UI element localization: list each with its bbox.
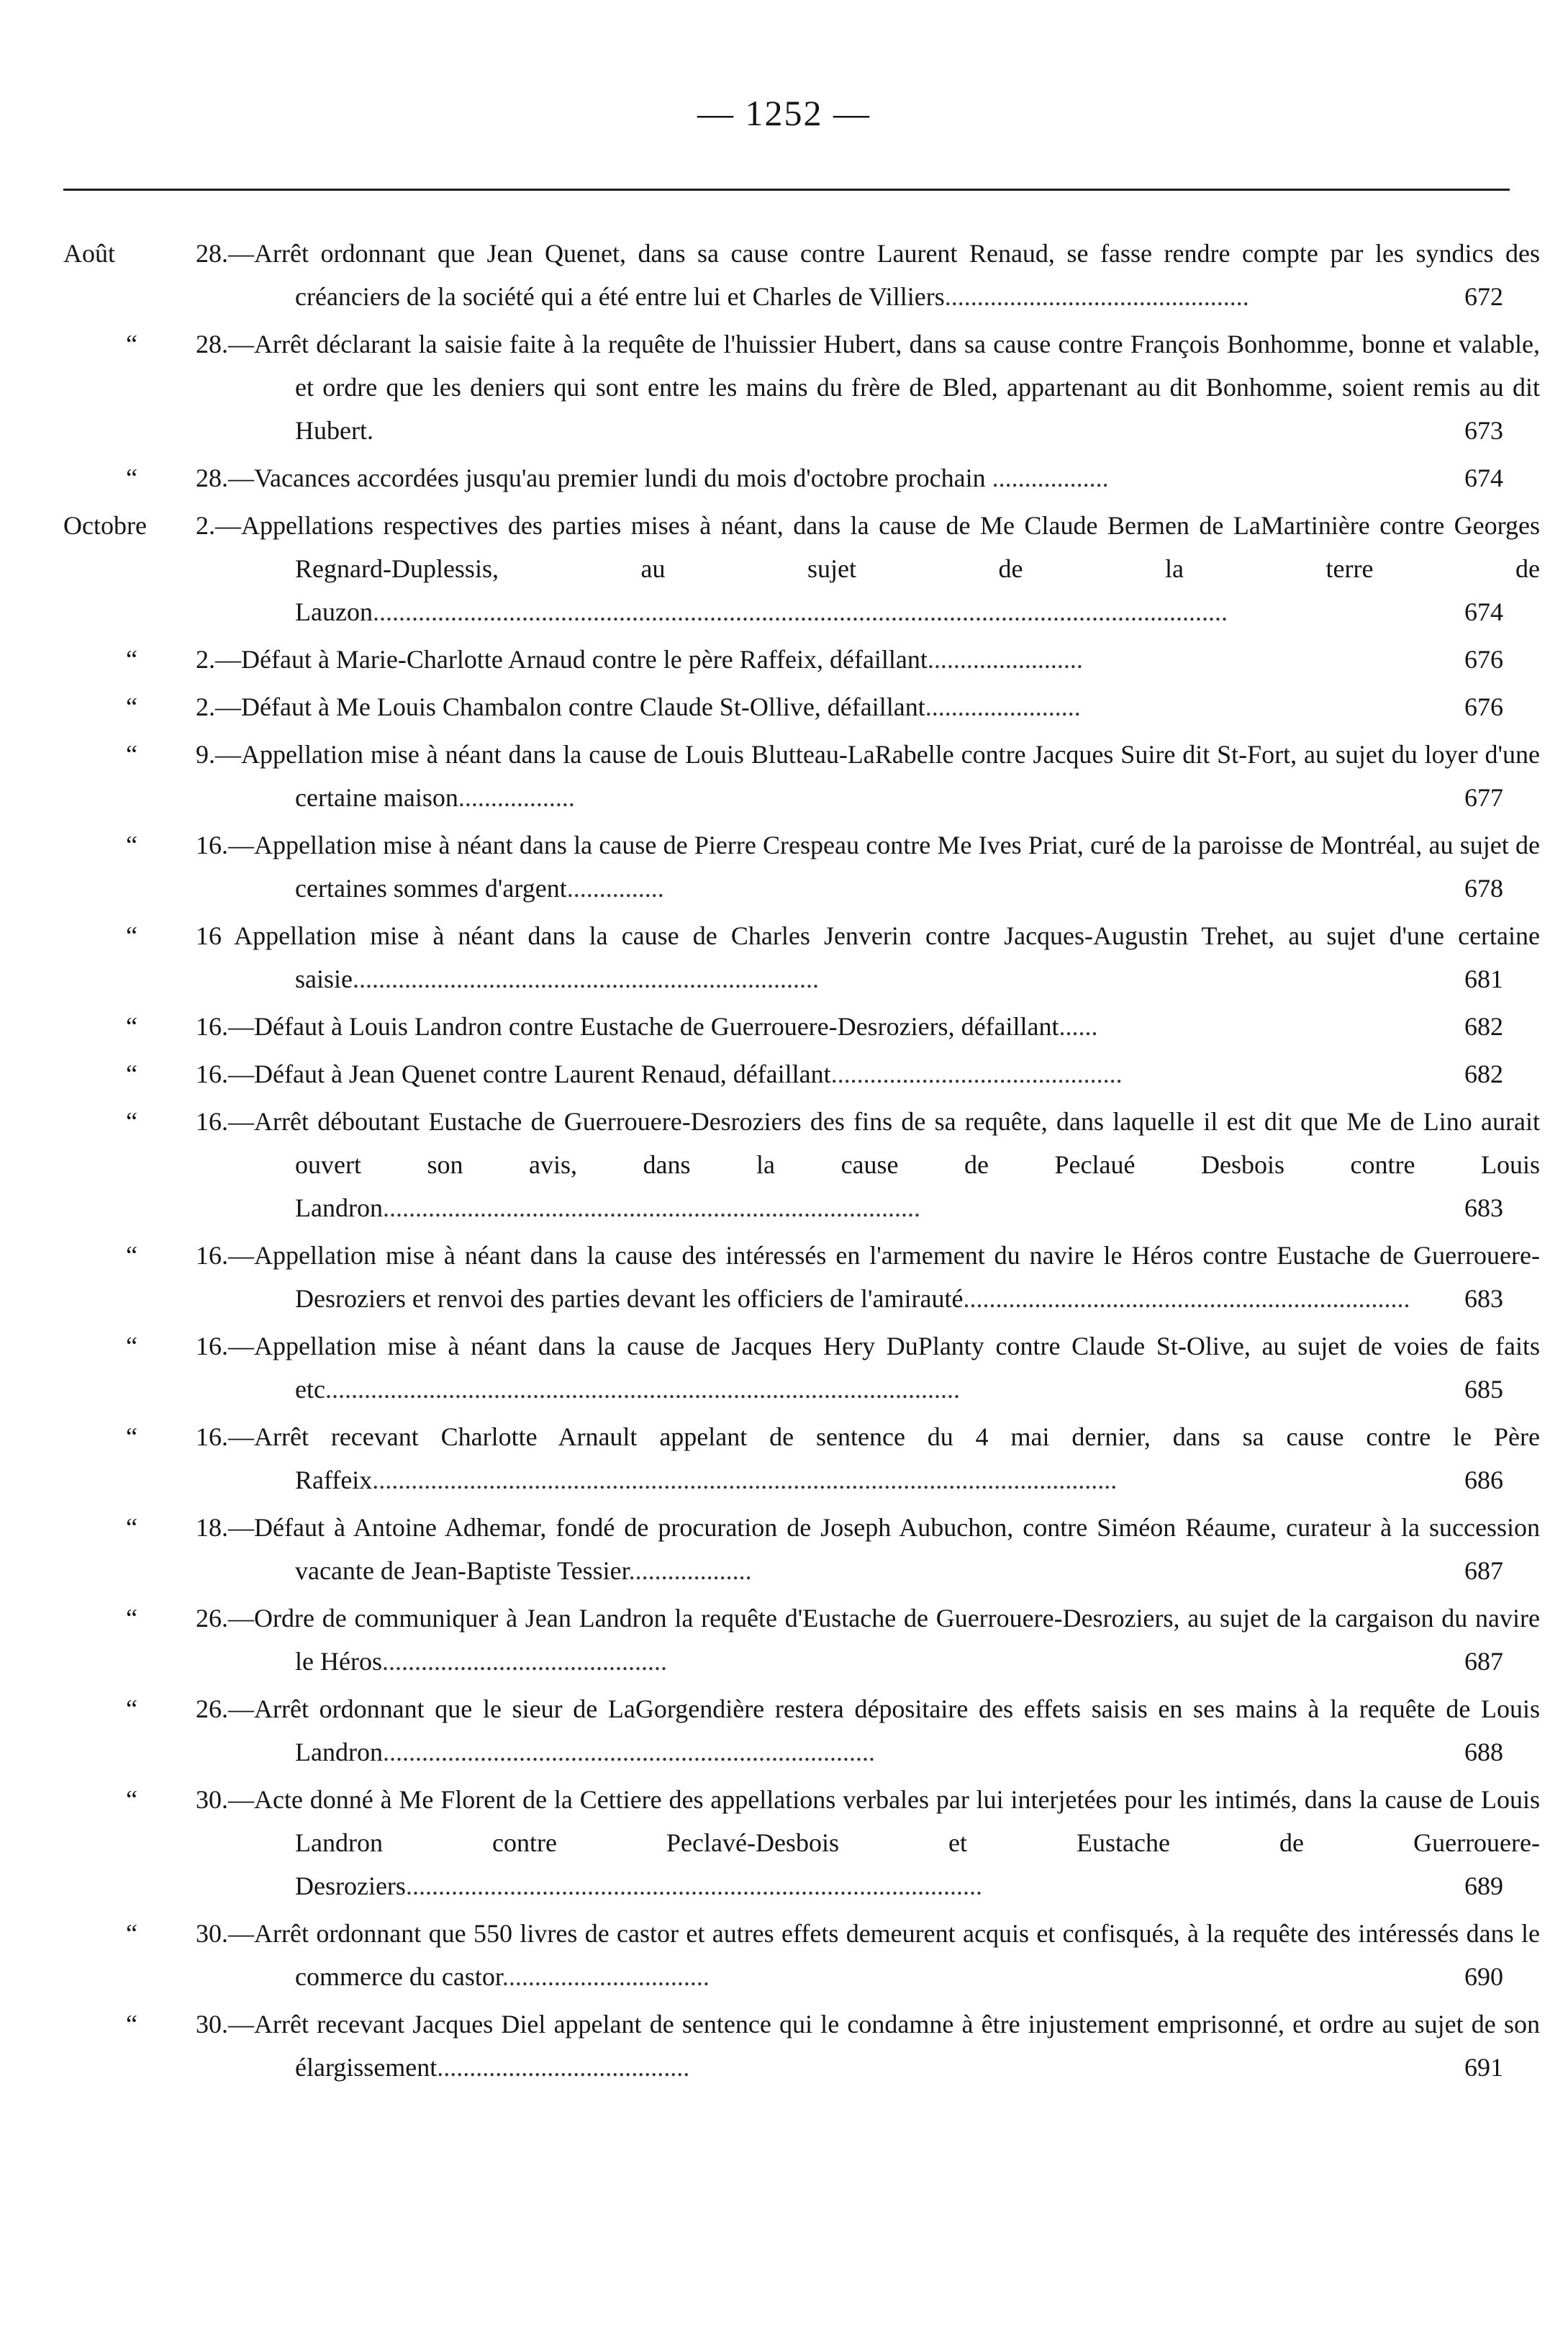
entry-ditto-mark: “: [126, 1919, 137, 1948]
entry-page: 677: [1464, 783, 1503, 812]
entry-page: 689: [1464, 1872, 1503, 1900]
entry-text: 16.—Appellation mise à néant dans la cause de Pierre Crespeau contre Me Ives Priat, curé de la paroisse de Montréal, au sujet de certaines sommes d'argent: [196, 831, 1540, 903]
entry-text: 16.—Appellation mise à néant dans la cause de Jacques Hery DuPlanty contre Claude St-Olive, au sujet de voies de faits etc: [196, 1332, 1540, 1404]
dot-leader: ........................................................................: [352, 965, 819, 993]
entry-text: 2.—Défaut à Me Louis Chambalon contre Claude St-Ollive, défaillant: [196, 692, 925, 721]
dot-leader: .......................................: [437, 2053, 690, 2082]
entry-page: 686: [1464, 1466, 1503, 1494]
dot-leader: .....................................................................: [963, 1284, 1410, 1313]
index-entry: [0, 456, 1568, 500]
entry-ditto-mark: “: [126, 1107, 137, 1136]
entry-text: 2.—Défaut à Marie-Charlotte Arnaud contre le père Raffeix, défaillant: [196, 645, 928, 674]
entry-ditto-mark: “: [126, 1332, 137, 1360]
entry-ditto-mark: “: [126, 1422, 137, 1451]
dot-leader: ...............: [566, 874, 664, 903]
entry-month: Octobre: [63, 511, 147, 540]
entry-text: 28.—Arrêt déclarant la saisie faite à la requête de l'huissier Hubert, dans sa cause contre François Bonhomme, bonne et valable, et ordre que les deniers qui sont entre les mains du frère de Bled, appartenant au dit Bonhomme, soient remis au dit Hubert.: [196, 330, 1540, 445]
entry-ditto-mark: “: [126, 1513, 137, 1542]
dot-leader: ...................................................................................: [382, 1193, 920, 1222]
entry-text: 18.—Défaut à Antoine Adhemar, fondé de procuration de Joseph Aubuchon, contre Siméon Réaume, curateur à la succession vacante de Jean-Baptiste Tessier: [196, 1513, 1540, 1585]
entry-page: 682: [1464, 1012, 1503, 1041]
index-entry: [0, 232, 1568, 318]
dot-leader: ...................................................................................................................: [372, 1466, 1118, 1494]
index-entry: [0, 733, 1568, 819]
entry-text: 2.—Appellations respectives des parties mises à néant, dans la cause de Me Claude Bermen de LaMartinière contre Georges Regnard-Duplessis, au sujet de la terre de Lauzon: [196, 511, 1540, 626]
dot-leader: ...............................................: [944, 282, 1249, 311]
index-entry: [0, 1415, 1568, 1502]
entry-page: 672: [1464, 282, 1503, 311]
dot-leader: ..................: [458, 783, 575, 812]
entry-ditto-mark: “: [126, 921, 137, 950]
index-entry: [0, 1506, 1568, 1592]
page-number: — 1252 —: [697, 93, 871, 133]
entry-page: 678: [1464, 874, 1503, 903]
entry-text: 26.—Ordre de communiquer à Jean Landron la requête d'Eustache de Guerrouere-Desroziers, au sujet de la cargaison du navire le Héros: [196, 1604, 1540, 1676]
index-entry: [0, 685, 1568, 728]
index-entry: [0, 1778, 1568, 1908]
entry-page: 674: [1464, 597, 1503, 626]
entry-ditto-mark: “: [126, 1785, 137, 1814]
entry-page: 673: [1464, 416, 1503, 445]
index-entry: [0, 322, 1568, 452]
dot-leader: ..................................................................................................: [325, 1375, 960, 1404]
dot-leader: ............................................................................: [382, 1738, 875, 1766]
entry-page: 676: [1464, 645, 1503, 674]
entry-page: 691: [1464, 2053, 1503, 2082]
entry-text: 16.—Arrêt recevant Charlotte Arnault appelant de sentence du 4 mai dernier, dans sa cause contre le Père Raffeix: [196, 1422, 1540, 1494]
index-entry: [0, 2003, 1568, 2089]
entry-page: 687: [1464, 1556, 1503, 1585]
entry-page: 674: [1464, 464, 1503, 492]
index-entry: [0, 1597, 1568, 1683]
entry-text: 16.—Défaut à Louis Landron contre Eustache de Guerrouere-Desroziers, défaillant: [196, 1012, 1059, 1041]
header-rule: [63, 189, 1510, 191]
index-entry: [0, 1100, 1568, 1229]
entry-page: 688: [1464, 1738, 1503, 1766]
index-entry: [0, 914, 1568, 1001]
dot-leader: ....................................................................................................................................: [372, 597, 1228, 626]
entry-text: 30.—Arrêt ordonnant que 550 livres de castor et autres effets demeurent acquis et confisqués, à la requête des intéressés dans le commerce du castor: [196, 1919, 1540, 1991]
entry-ditto-mark: “: [126, 1694, 137, 1723]
entry-ditto-mark: “: [126, 645, 137, 674]
entry-text: 16.—Arrêt déboutant Eustache de Guerrouere-Desroziers des fins de sa requête, dans laquelle il est dit que Me de Lino aurait ouvert son avis, dans la cause de Peclaué Desbois contre Louis Landron: [196, 1107, 1540, 1222]
entry-page: 690: [1464, 1962, 1503, 1991]
dot-leader: .........................................................................................: [405, 1872, 982, 1900]
index-entry: [0, 638, 1568, 681]
entry-page: 683: [1464, 1284, 1503, 1313]
entry-text: 30.—Arrêt recevant Jacques Diel appelant de sentence qui le condamne à être injustement emprisonné, et ordre au sujet de son élargissement: [196, 2010, 1540, 2082]
entry-ditto-mark: “: [126, 692, 137, 721]
entry-ditto-mark: “: [126, 2010, 137, 2039]
entry-page: 682: [1464, 1060, 1503, 1088]
entry-text: 30.—Acte donné à Me Florent de la Cettiere des appellations verbales par lui interjetées pour les intimés, dans la cause de Louis Landron contre Peclavé-Desbois et Eustache de Guerrouere-Desroziers: [196, 1785, 1540, 1900]
entry-month: Août: [63, 239, 115, 268]
entry-page: 687: [1464, 1647, 1503, 1676]
entry-page: 685: [1464, 1375, 1503, 1404]
entry-ditto-mark: “: [126, 1604, 137, 1633]
entry-ditto-mark: “: [126, 1060, 137, 1088]
dot-leader: ........................: [927, 645, 1083, 674]
index-entry: [0, 823, 1568, 910]
entry-ditto-mark: “: [126, 740, 137, 769]
entry-ditto-mark: “: [126, 1012, 137, 1041]
entry-ditto-mark: “: [126, 464, 137, 492]
index-entry: [0, 1005, 1568, 1048]
entry-text: 16.—Défaut à Jean Quenet contre Laurent Renaud, défaillant: [196, 1060, 831, 1088]
entry-page: 676: [1464, 692, 1503, 721]
entry-page: 681: [1464, 965, 1503, 993]
entry-text: 26.—Arrêt ordonnant que le sieur de LaGorgendière restera dépositaire des effets saisis en ses mains à la requête de Louis Landron: [196, 1694, 1540, 1766]
index-entry: [0, 1912, 1568, 1998]
dot-leader: ................................: [502, 1962, 710, 1991]
dot-leader: ........................: [925, 692, 1081, 721]
entry-page: 683: [1464, 1193, 1503, 1222]
entry-text: 16 Appellation mise à néant dans la cause de Charles Jenverin contre Jacques-Augustin Trehet, au sujet d'une certaine saisie: [196, 921, 1540, 993]
index-entry: [0, 1324, 1568, 1411]
dot-leader: .............................................: [830, 1060, 1123, 1088]
dot-leader: ..................: [985, 464, 1109, 492]
dot-leader: ............................................: [381, 1647, 667, 1676]
entry-ditto-mark: “: [126, 1241, 137, 1270]
index-entries: [0, 232, 1568, 2093]
index-entry: [0, 1052, 1568, 1096]
index-entry: [0, 504, 1568, 633]
entry-text: 28.—Arrêt ordonnant que Jean Quenet, dans sa cause contre Laurent Renaud, se fasse rendre compte par les syndics des créanciers de la société qui a été entre lui et Charles de Villiers: [196, 239, 1540, 311]
entry-ditto-mark: “: [126, 330, 137, 358]
entry-ditto-mark: “: [126, 831, 137, 859]
index-entry: [0, 1687, 1568, 1774]
entry-text: 28.—Vacances accordées jusqu'au premier lundi du mois d'octobre prochain: [196, 464, 986, 492]
dot-leader: ...................: [628, 1556, 752, 1585]
entry-text: 16.—Appellation mise à néant dans la cause des intéressés en l'armement du navire le Héros contre Eustache de Guerrouere-Desroziers et renvoi des parties devant les officiers de l'amirauté: [196, 1241, 1540, 1313]
entry-text: 9.—Appellation mise à néant dans la cause de Louis Blutteau-LaRabelle contre Jacques Suire dit St-Fort, au sujet du loyer d'une certaine maison: [196, 740, 1540, 812]
index-entry: [0, 1234, 1568, 1320]
dot-leader: ......: [1059, 1012, 1098, 1041]
